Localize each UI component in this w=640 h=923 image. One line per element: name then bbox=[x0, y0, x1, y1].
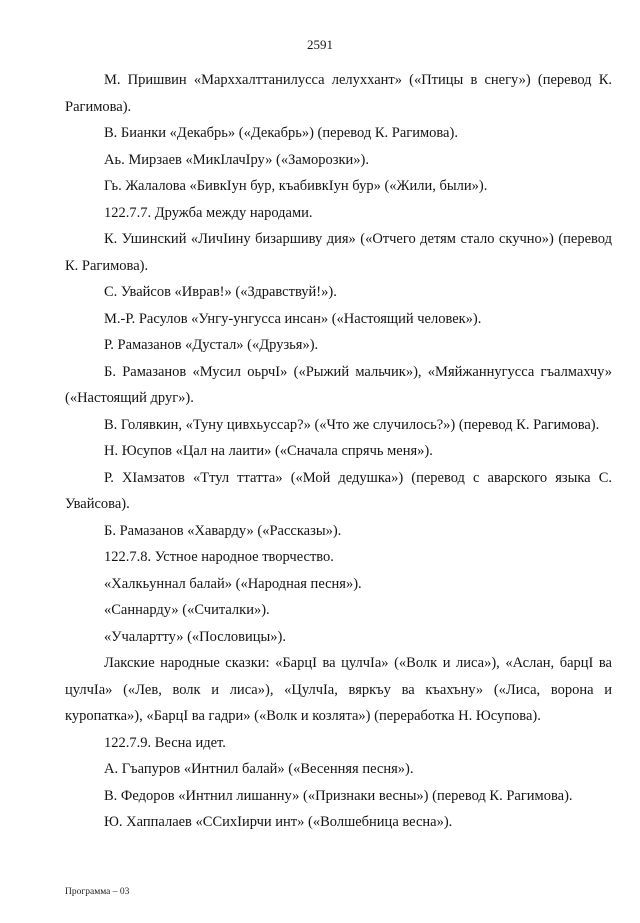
paragraph: В. Федоров «Интнил лишанну» («Признаки весны») (перевод К. Рагимова). bbox=[104, 787, 573, 804]
paragraph: «Учалартту» («Пословицы»). bbox=[104, 628, 286, 645]
paragraph: Лакские народные сказки: «БарцI ва цулчIа» («Волк и лиса»), «Аслан, барцI ва цулчIа» («Лев, волк и лиса»), «ЦулчIа, вяркъу ва къахъну» («Лиса, ворона и куропатка»), «БарцI ва гадри» («Волк и козлята») (переработка Н. Юсупова). bbox=[65, 655, 612, 724]
paragraph: Р. ХIамзатов «Ттул ттатта» («Мой дедушка») (перевод с аварского языка С. Увайсова). bbox=[65, 469, 612, 512]
paragraph: Н. Юсупов «Цал на лаити» («Сначала спрячь меня»). bbox=[104, 443, 433, 459]
paragraph: Гь. Жалалова «БивкIун бур, къабивкIун бур» («Жили, были»). bbox=[104, 178, 488, 194]
paragraph: «Халкьуннал балай» («Народная песня»). bbox=[104, 575, 362, 592]
paragraph: Р. Рамазанов «Дустал» («Друзья»). bbox=[104, 337, 319, 353]
paragraph: А. Гъапуров «Интнил балай» («Весенняя песня»). bbox=[104, 761, 414, 777]
paragraph: К. Ушинский «ЛичIину бизаршиву дия» («Отчего детям стало скучно») (перевод К. Рагимова). bbox=[65, 231, 612, 274]
paragraph: Б. Рамазанов «Хаварду» («Рассказы»). bbox=[104, 522, 342, 539]
page-footer: Программа – 03 bbox=[65, 887, 130, 897]
paragraph: «Саннарду» («Считалки»). bbox=[104, 602, 270, 618]
paragraph: М.-Р. Расулов «Унгу-унгусса инсан» («Настоящий человек»). bbox=[104, 310, 482, 327]
section-heading: 122.7.9. Весна идет. bbox=[104, 734, 226, 751]
paragraph: В. Бианки «Декабрь» («Декабрь») (перевод К. Рагимова). bbox=[104, 125, 458, 141]
paragraph: М. Пришвин «Марххалттанилусса лелуххант» («Птицы в снегу») (перевод К. Рагимова). bbox=[65, 72, 612, 115]
section-heading: 122.7.8. Устное народное творчество. bbox=[104, 549, 334, 565]
paragraph: Б. Рамазанов «Мусил оьрчI» («Рыжий мальчик»), «Мяйжаннугусса гъалмахчу» («Настоящий друг»). bbox=[65, 363, 612, 406]
paragraph: Аь. Мирзаев «МикIлачIру» («Заморозки»). bbox=[104, 151, 369, 168]
section-heading: 122.7.7. Дружба между народами. bbox=[104, 204, 313, 221]
paragraph: С. Увайсов «Иврав!» («Здравствуй!»). bbox=[104, 284, 337, 300]
document-body bbox=[65, 67, 612, 836]
paragraph: Ю. Хаппалаев «ССихIирчи инт» («Волшебница весна»). bbox=[104, 814, 453, 830]
page-number: 2591 bbox=[307, 37, 333, 52]
paragraph: В. Голявкин, «Туну цивхьуссар?» («Что же случилось?») (перевод К. Рагимова). bbox=[104, 416, 600, 433]
